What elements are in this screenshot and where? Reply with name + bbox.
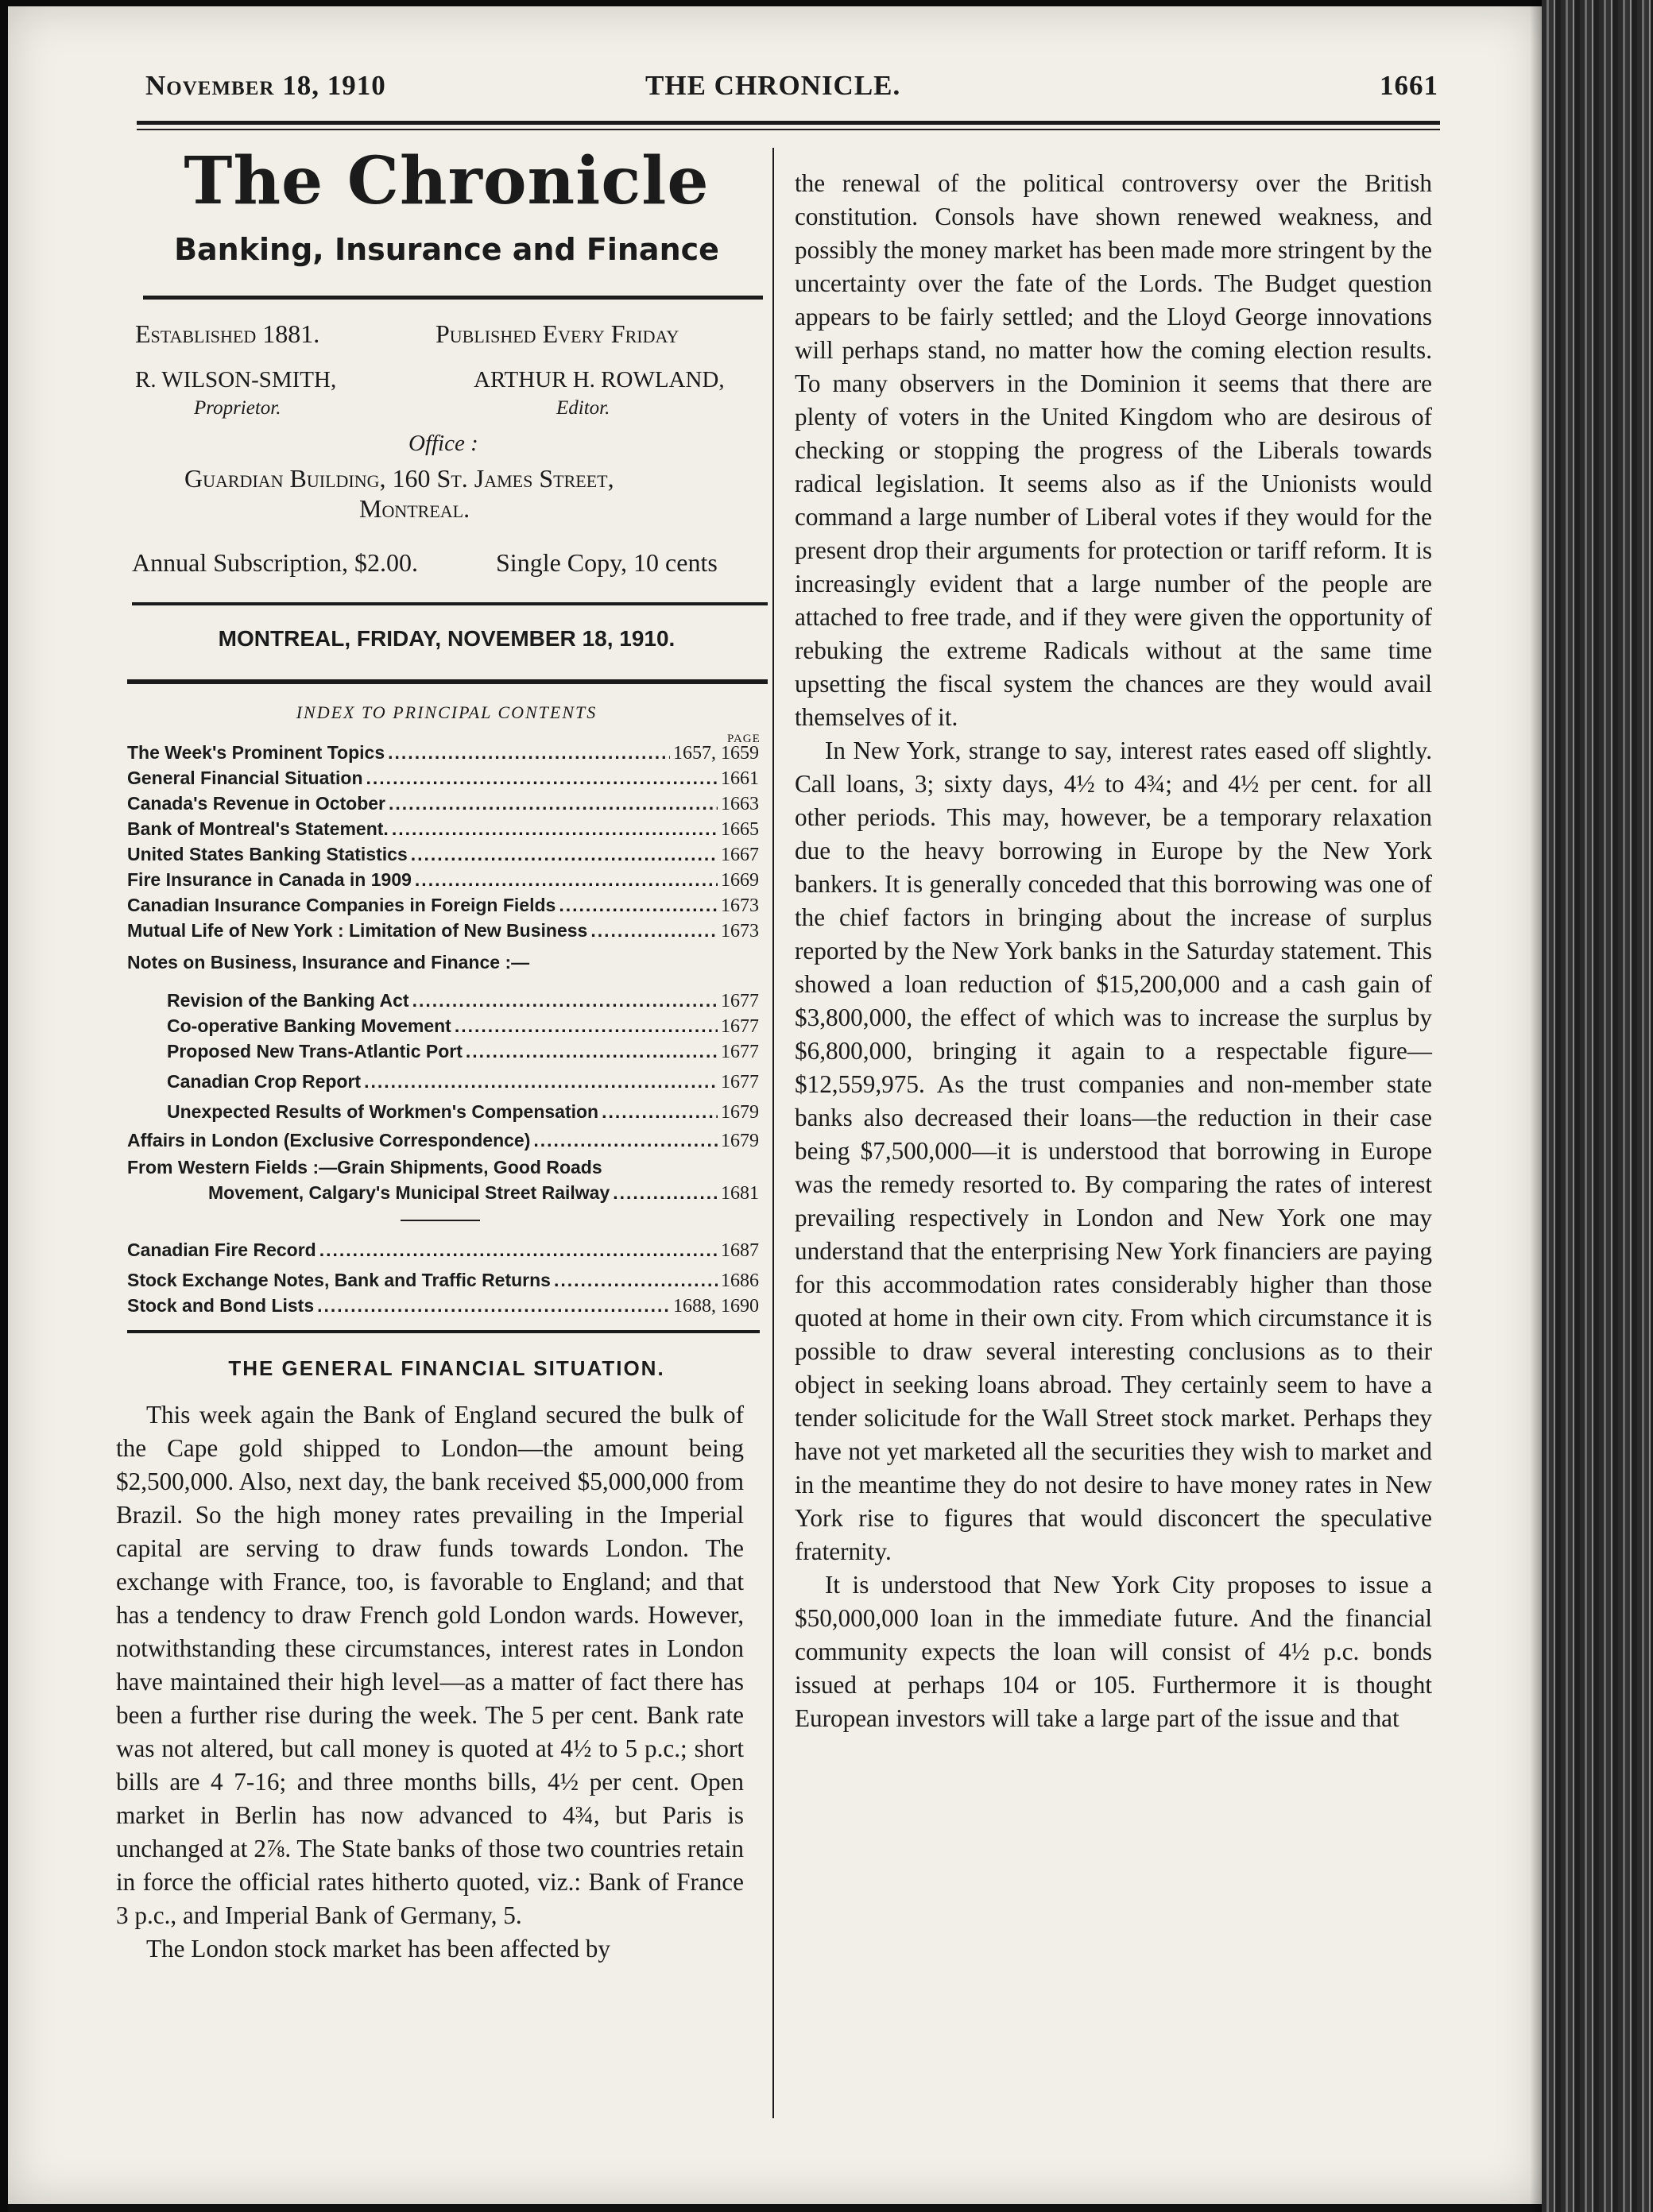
issue-date: MONTREAL, FRIDAY, NOVEMBER 18, 1910. [218, 626, 676, 651]
scan-edge [0, 0, 1653, 6]
proprietor-role: Proprietor. [194, 397, 281, 419]
index-entry: Co-operative Banking Movement ..... 1677 [167, 1015, 759, 1041]
index-entry: Notes on Business, Insurance and Finance :— [127, 952, 530, 973]
index-entry: Canadian Crop Report ..... 1677 [167, 1071, 759, 1096]
index-entry: Bank of Montreal's Statement. ..... 1665 [127, 818, 759, 844]
page-number: 1661 [1380, 70, 1438, 101]
running-head-title: THE CHRONICLE. [645, 70, 901, 101]
index-entry: Stock Exchange Notes, Bank and Traffic Returns ..... 1686 [127, 1270, 759, 1295]
scan-edge [0, 0, 8, 2212]
header-rule [137, 121, 1440, 125]
index-entry: General Financial Situation ..... 1661 [127, 768, 759, 793]
proprietor-name: R. WILSON-SMITH, [135, 367, 337, 393]
index-entry: Affairs in London (Exclusive Correspondence) ..... 1679 [127, 1130, 759, 1155]
masthead-rule [143, 296, 763, 300]
book-binding [1542, 0, 1653, 2212]
index-entry: Canadian Fire Record ..... 1687 [127, 1239, 759, 1265]
index-entry: From Western Fields :—Grain Shipments, Good Roads [127, 1157, 602, 1178]
article-column-right [795, 167, 1432, 1735]
index-entry: The Week's Prominent Topics ..... 1657, 1659 [127, 742, 759, 768]
article-paragraph: the renewal of the political controversy over the British constitution. Consols have shown renewed weakness, and possibly the money market has been made more stringent by the uncertainty over the fate of the Lords. The Budget question appears to be fairly settled; and the Lloyd George innovations will perhaps stand, no matter how the coming election results. To many observers in the Dominion it seems that there are plenty of voters in the United Kingdom who are desirous of checking or stopping the progress of the Liberals towards radical legislation. It seems also as if the Unionists would command a large number of Liberal votes if they would for the present drop their arguments for protection or tariff reform. It is increasingly evident that a large number of the people are attached to free trade, and if they were given the opportunity of rebuking the extreme Radicals without at the same time upsetting the fiscal system the chances are they would avail themselves of it. [795, 169, 1433, 731]
column-divider [772, 148, 774, 2118]
office-city: Montreal. [359, 494, 470, 523]
index-divider [401, 1220, 480, 1221]
index-entry: Unexpected Results of Workmen's Compensation ..... 1679 [167, 1101, 759, 1127]
masthead-subtitle: Banking, Insurance and Finance [174, 232, 719, 267]
index-rule [127, 1330, 760, 1333]
office-address: Guardian Building, 160 St. James Street, [184, 464, 614, 493]
index-entry: Mutual Life of New York : Limitation of New Business ..... 1673 [127, 920, 759, 946]
article-paragraph: This week again the Bank of England secured the bulk of the Cape gold shipped to London—the amount being $2,500,000. Also, next day, the bank received $5,000,000 from Brazil. So the high money rates prevailing in the Imperial capital are serving to draw funds towards London. The exchange with France, too, is favorable to England; and that has a tendency to draw French gold London wards. However, notwithstanding these circumstances, interest rates in London have maintained their high level—as a matter of fact there has been a further rise during the week. The 5 per cent. Bank rate was not altered, but call money is quoted at 4½ to 5 p.c.; short bills are 4 7-16; and three months bills, 4½ per cent. Open market in Berlin has now advanced to 4¾, but Paris is unchanged at 2⅞. The State banks of those two countries retain in force the official rates hitherto quoted, viz.: Bank of France 3 p.c., and Imperial Bank of Germany, 5. [116, 1401, 744, 1929]
index-page-label: PAGE [727, 733, 761, 745]
article-column-left [116, 1398, 744, 1966]
index-entry: Stock and Bond Lists ..... 1688, 1690 [127, 1295, 759, 1321]
index-entry: United States Banking Statistics ..... 1667 [127, 844, 759, 869]
single-copy-price: Single Copy, 10 cents [496, 548, 718, 577]
editor-role: Editor. [556, 397, 610, 419]
office-label: Office : [408, 431, 478, 456]
published-line: Published Every Friday [436, 319, 679, 348]
index-entry: Canada's Revenue in October ..... 1663 [127, 793, 759, 818]
masthead-title: The Chronicle [184, 143, 710, 219]
index-entry: Revision of the Banking Act ..... 1677 [167, 990, 759, 1015]
subscription-price: Annual Subscription, $2.00. [132, 548, 418, 577]
editor-name: ARTHUR H. ROWLAND, [474, 367, 725, 393]
index-rule [127, 679, 768, 684]
index-entry: Proposed New Trans-Atlantic Port ..... 1677 [167, 1041, 759, 1066]
index-entry: Movement, Calgary's Municipal Street Railway ..... 1681 [208, 1182, 759, 1208]
masthead-rule [132, 602, 768, 605]
running-head-date: November 18, 1910 [145, 70, 386, 101]
article-paragraph: The London stock market has been affected by [146, 1935, 610, 1963]
header-rule [137, 129, 1440, 130]
article-heading: THE GENERAL FINANCIAL SITUATION. [228, 1356, 665, 1380]
article-paragraph: In New York, strange to say, interest rates eased off slightly. Call loans, 3; sixty days, 4½ to 4¾; and 4½ per cent. for all other periods. This may, however, be a temporary relaxation due to the heavy borrowing in Europe by the New York bankers. It is generally conceded that this borrowing was one of the chief factors in bringing about the increase of surplus reported by the New York banks in the Saturday statement. This showed a loan reduction of $15,200,000 and a cash gain of $3,800,000, the effect of which was to increase the surplus by $6,800,000, bringing it again to a respectable figure—$12,559,975. As the trust companies and non-member state banks also decreased their loans—the reduction in their case being $7,500,000—it is understood that borrowing in Europe was the remedy resorted to. By comparing the rates of interest prevailing respectively in London and New York one may understand that the enterprising New York financiers are paying for this accommodation rates considerably higher than those quoted at home in their own city. From which circumstance it is possible to draw several interesting conclusions as to their object in seeking loans abroad. They certainly seem to have a tender solicitude for the Wall Street stock market. Perhaps they have not yet marketed all the securities they wish to market and in the meantime they do not desire to have money rates in New York rise to figures that would disconcert the speculative fraternity. [795, 737, 1432, 1565]
index-heading: INDEX TO PRINCIPAL CONTENTS [296, 702, 598, 722]
article-paragraph: It is understood that New York City proposes to issue a $50,000,000 loan in the immediate future. And the financial community expects the loan will consist of 4½ p.c. bonds issued at perhaps 104 or 105. Furthermore it is thought European investors will take a large part of the issue and that [795, 1571, 1432, 1732]
index-entry: Fire Insurance in Canada in 1909 ..... 1669 [127, 869, 759, 895]
index-entry: Canadian Insurance Companies in Foreign Fields ..... 1673 [127, 895, 759, 920]
established-line: Established 1881. [135, 319, 320, 348]
